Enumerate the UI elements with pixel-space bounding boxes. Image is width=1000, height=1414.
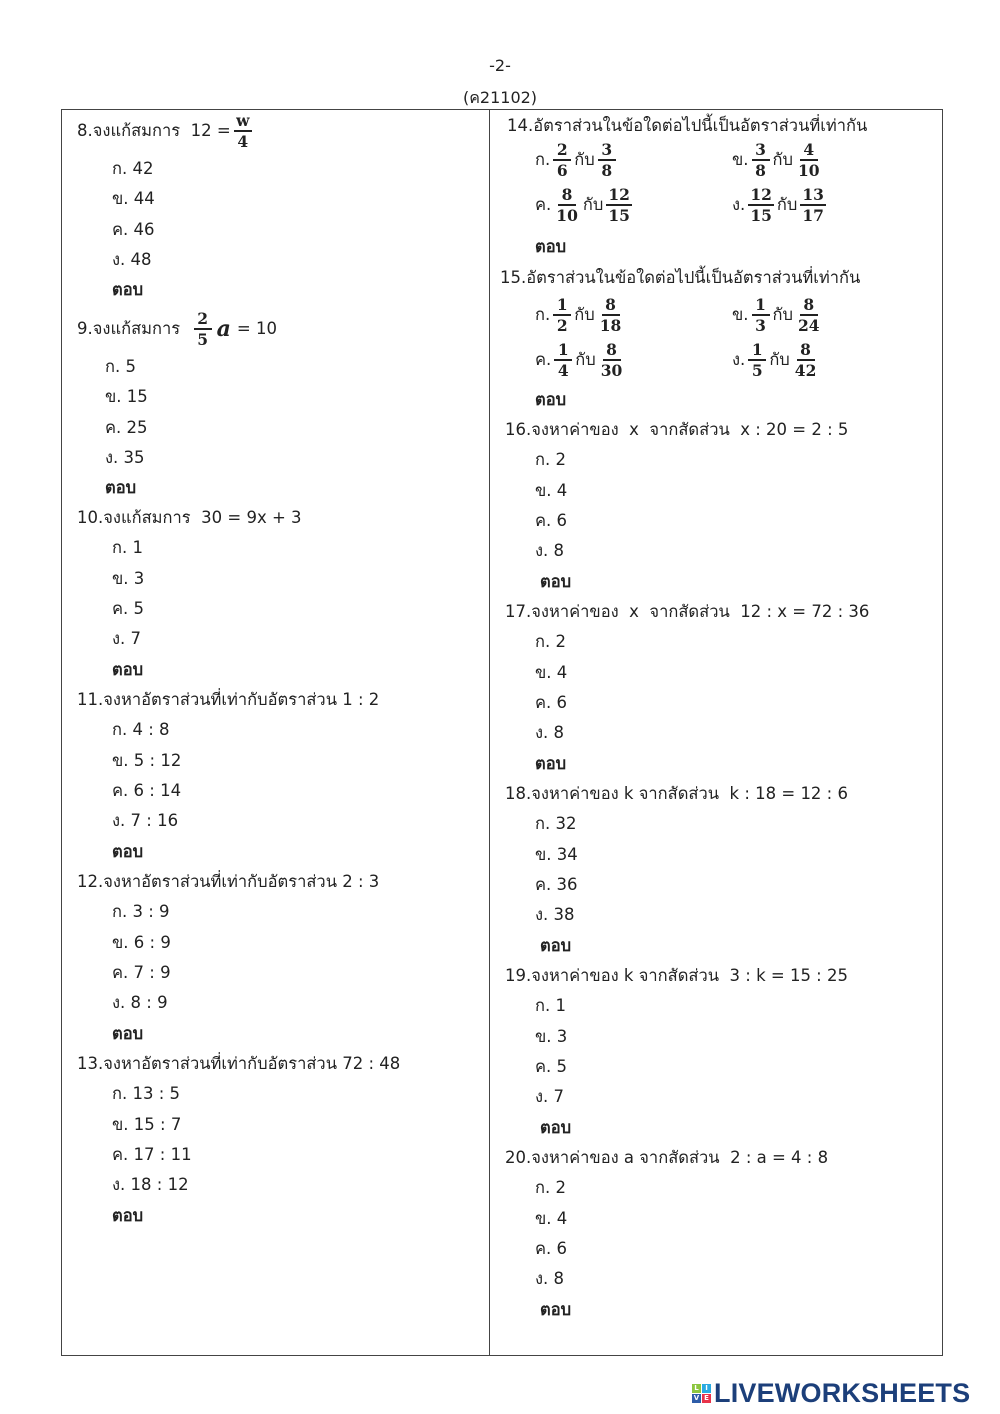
- question-text: [505, 965, 848, 987]
- denominator: 24: [798, 316, 820, 335]
- question-stem: จงหาอัตราส่วนที่เท่ากับอัตราส่วน 2 : 3: [103, 872, 380, 891]
- numerator: 2: [553, 140, 571, 161]
- denominator: 8: [601, 161, 613, 180]
- denominator: 2: [556, 316, 568, 335]
- numerator: 3: [752, 140, 770, 161]
- answer-option[interactable]: [535, 1208, 567, 1230]
- answer-text: ตอบ: [112, 1023, 144, 1043]
- option-text: ง. 35: [105, 447, 145, 467]
- fraction: [554, 340, 572, 380]
- question-stem: จงหาค่าของ x จากสัดส่วน x : 20 = 2 : 5: [531, 420, 849, 439]
- liveworksheets-logo: [692, 1378, 970, 1409]
- answer-option[interactable]: [535, 904, 575, 926]
- fraction: [752, 295, 770, 335]
- answer-label: [540, 935, 571, 957]
- answer-option[interactable]: [535, 722, 564, 744]
- question-stem: อัตราส่วนในข้อใดต่อไปนี้เป็นอัตราส่วนที่เท่ากัน: [526, 268, 861, 287]
- option-text: ก. 2: [535, 450, 566, 470]
- denominator: 3: [755, 316, 766, 335]
- answer-option[interactable]: [732, 185, 829, 225]
- answer-label: [540, 571, 571, 593]
- logo-tile: I: [702, 1384, 711, 1393]
- option-text: ง. 7: [112, 629, 142, 649]
- option-text: ข. 44: [112, 189, 155, 209]
- answer-option[interactable]: [535, 995, 566, 1017]
- answer-option[interactable]: [535, 140, 619, 180]
- numerator: 8: [558, 185, 576, 206]
- option-text: ก. 1: [535, 996, 566, 1016]
- numerator: 3: [598, 140, 616, 161]
- denominator: 5: [751, 361, 763, 380]
- option-text: ข. 6 : 9: [112, 932, 171, 952]
- question-text: [507, 115, 867, 137]
- option-text: ก. 2: [535, 632, 566, 652]
- answer-option[interactable]: [112, 628, 141, 650]
- option-text: ก. 32: [535, 814, 577, 834]
- page-number: -2-: [489, 56, 511, 75]
- denominator: 6: [556, 161, 568, 180]
- option-text: ง. 38: [535, 905, 575, 925]
- option-text: ค. 6: [535, 692, 568, 712]
- question-stem: จงหาค่าของ a จากสัดส่วน 2 : a = 4 : 8: [531, 1148, 829, 1167]
- answer-option[interactable]: [112, 568, 144, 590]
- answer-option[interactable]: [535, 844, 578, 866]
- question-stem: จงหาค่าของ x จากสัดส่วน 12 : x = 72 : 36: [531, 602, 870, 621]
- answer-option[interactable]: [535, 874, 578, 896]
- answer-label: [112, 659, 143, 681]
- question-number: 14.: [507, 116, 534, 135]
- denominator: 8: [755, 161, 766, 180]
- answer-option[interactable]: [112, 1114, 181, 1136]
- question-number: 19.: [505, 966, 532, 985]
- fraction: [599, 340, 625, 380]
- option-text: ค. 25: [105, 417, 148, 437]
- question-number: 13.: [77, 1054, 104, 1073]
- answer-option[interactable]: [535, 1086, 564, 1108]
- answer-option[interactable]: [535, 480, 567, 502]
- joiner-text: กับ: [574, 305, 595, 324]
- option-label: ค.: [535, 195, 552, 214]
- question-text: [77, 507, 302, 529]
- numerator: 8: [602, 295, 620, 316]
- question-number: 15.: [500, 268, 527, 287]
- fraction: [553, 140, 571, 180]
- question-stem: จงแก้สมการ: [92, 319, 191, 338]
- logo-tile: V: [693, 1394, 700, 1402]
- answer-option[interactable]: [535, 449, 566, 471]
- question-text: [77, 1053, 400, 1075]
- joiner-text: กับ: [769, 350, 790, 369]
- answer-text: ตอบ: [535, 390, 567, 409]
- option-text: ค. 6 : 14: [112, 780, 182, 800]
- answer-option[interactable]: [105, 417, 148, 439]
- fraction: [234, 111, 252, 151]
- logo-tiles-icon: [692, 1384, 711, 1403]
- denominator: 42: [794, 361, 817, 380]
- joiner-text: กับ: [582, 195, 604, 214]
- question-text: [505, 419, 848, 441]
- question-number: 9.: [77, 319, 93, 338]
- question-stem: จงหาอัตราส่วนที่เท่ากับอัตราส่วน 72 : 48: [103, 1054, 401, 1073]
- answer-option[interactable]: [535, 692, 567, 714]
- fraction: [800, 185, 826, 225]
- numerator: w: [234, 111, 252, 132]
- option-text: ง. 8 : 9: [112, 993, 168, 1013]
- question-text: [505, 1147, 828, 1169]
- question-text: [500, 267, 860, 289]
- answer-option[interactable]: [535, 813, 576, 835]
- answer-option[interactable]: [535, 185, 635, 225]
- question-number: 8.: [77, 121, 93, 140]
- denominator: 18: [599, 316, 622, 335]
- option-text: ข. 5 : 12: [112, 750, 182, 770]
- denominator: 5: [197, 330, 209, 349]
- answer-option[interactable]: [112, 780, 181, 802]
- answer-option[interactable]: [112, 537, 143, 559]
- answer-label: [535, 236, 566, 258]
- question-after: = 10: [236, 319, 277, 338]
- numerator: 2: [194, 309, 212, 330]
- option-text: ง. 7 : 16: [112, 811, 179, 831]
- answer-option[interactable]: [112, 158, 153, 180]
- answer-option[interactable]: [535, 340, 627, 380]
- denominator: 4: [557, 361, 569, 380]
- answer-option[interactable]: [535, 295, 626, 335]
- fraction: [796, 140, 822, 180]
- option-text: ค. 7 : 9: [112, 962, 171, 982]
- answer-option[interactable]: [535, 540, 564, 562]
- option-text: ง. 8: [535, 1269, 565, 1289]
- option-text: ค. 6: [535, 1238, 568, 1258]
- answer-label: [105, 477, 136, 499]
- option-text: ข. 3: [535, 1026, 568, 1046]
- answer-text: ตอบ: [105, 478, 137, 498]
- fraction: [598, 295, 624, 335]
- logo-text: LIVEWORKSHEETS: [714, 1378, 971, 1408]
- answer-option[interactable]: [535, 1026, 567, 1048]
- option-text: ก. 13 : 5: [112, 1084, 181, 1104]
- numerator: 13: [802, 185, 824, 204]
- denominator: 30: [600, 361, 623, 380]
- answer-option[interactable]: [535, 1056, 567, 1078]
- option-label: ข.: [732, 150, 749, 169]
- fraction: [606, 185, 632, 225]
- joiner-text: กับ: [574, 150, 595, 169]
- numerator: 12: [608, 185, 630, 204]
- joiner-text: กับ: [776, 195, 798, 214]
- answer-option[interactable]: [535, 1177, 566, 1199]
- answer-option[interactable]: [732, 295, 825, 335]
- answer-option[interactable]: [112, 932, 171, 954]
- option-text: ค. 6: [535, 510, 568, 530]
- question-number: 20.: [505, 1148, 532, 1167]
- option-text: ข. 4: [535, 1208, 568, 1228]
- question-number: 18.: [505, 784, 532, 803]
- question-stem: จงหาค่าของ k จากสัดส่วน k : 18 = 12 : 6: [531, 784, 848, 803]
- answer-option[interactable]: [105, 447, 145, 469]
- denominator: 10: [556, 206, 578, 225]
- option-text: ง. 18 : 12: [112, 1175, 189, 1195]
- option-label: ค.: [535, 350, 552, 369]
- answer-option[interactable]: [112, 1083, 180, 1105]
- option-text: ก. 3 : 9: [112, 902, 170, 922]
- fraction: [748, 340, 766, 380]
- answer-option[interactable]: [112, 219, 155, 241]
- answer-option[interactable]: [112, 719, 170, 741]
- answer-text: ตอบ: [540, 935, 572, 955]
- fraction: [553, 295, 571, 335]
- answer-option[interactable]: [112, 750, 181, 772]
- option-text: ค. 36: [535, 874, 578, 894]
- subject-code: (ค21102): [462, 88, 538, 107]
- numerator: 1: [752, 295, 770, 316]
- answer-option[interactable]: [732, 340, 821, 380]
- option-text: ก. 42: [112, 159, 154, 178]
- question-text: [77, 871, 379, 893]
- question-number: 16.: [505, 420, 532, 439]
- numerator: 8: [800, 295, 818, 316]
- answer-option[interactable]: [112, 188, 155, 210]
- question-number: 17.: [505, 602, 532, 621]
- numerator: 8: [603, 340, 621, 361]
- denominator: 15: [750, 206, 772, 225]
- numerator: 12: [750, 185, 772, 204]
- answer-label: [535, 753, 566, 775]
- answer-option[interactable]: [112, 992, 168, 1014]
- option-text: ข. 15 : 7: [112, 1114, 182, 1134]
- numerator: 1: [748, 340, 766, 361]
- answer-option[interactable]: [112, 249, 152, 271]
- answer-text: ตอบ: [112, 280, 144, 300]
- option-text: ค. 17 : 11: [112, 1144, 192, 1164]
- fraction: [598, 140, 616, 180]
- answer-text: ตอบ: [535, 237, 567, 256]
- option-text: ง. 48: [112, 249, 152, 269]
- denominator: 4: [237, 132, 249, 151]
- answer-option[interactable]: [535, 1268, 564, 1290]
- question-text: [77, 689, 379, 711]
- answer-option[interactable]: [112, 962, 171, 984]
- joiner-text: กับ: [575, 350, 596, 369]
- answer-label: [540, 1299, 571, 1321]
- option-text: ก. 1: [112, 538, 143, 558]
- question-stem: จงแก้สมการ 12 =: [92, 121, 231, 140]
- option-text: ก. 5: [105, 357, 136, 376]
- question-text: [505, 783, 848, 805]
- option-text: ข. 15: [105, 387, 148, 407]
- question-number: 12.: [77, 872, 104, 891]
- logo-tile: E: [702, 1394, 711, 1403]
- option-label: ก.: [535, 305, 551, 324]
- fraction: [796, 295, 822, 335]
- option-text: ข. 34: [535, 844, 578, 864]
- question-text: [77, 111, 255, 151]
- option-label: ข.: [732, 305, 749, 324]
- option-text: ง. 7: [535, 1087, 565, 1107]
- answer-option[interactable]: [112, 1144, 192, 1166]
- question-stem: อัตราส่วนในข้อใดต่อไปนี้เป็นอัตราส่วนที่เท่ากัน: [533, 116, 868, 135]
- option-text: ง. 8: [535, 541, 565, 561]
- answer-label: [112, 841, 143, 863]
- denominator: 10: [798, 161, 820, 180]
- answer-option[interactable]: [535, 1238, 567, 1260]
- answer-option[interactable]: [112, 1174, 189, 1196]
- numerator: 1: [553, 295, 571, 316]
- answer-label: [112, 279, 143, 301]
- option-text: ก. 2: [535, 1178, 566, 1198]
- answer-text: ตอบ: [112, 659, 144, 679]
- question-number: 10.: [77, 508, 104, 527]
- option-label: ง.: [732, 350, 746, 369]
- question-stem: จงแก้สมการ 30 = 9x + 3: [103, 508, 302, 527]
- numerator: 8: [797, 340, 815, 361]
- answer-option[interactable]: [535, 662, 567, 684]
- answer-text: ตอบ: [540, 1299, 572, 1319]
- answer-option[interactable]: [112, 901, 170, 923]
- denominator: 17: [802, 206, 824, 225]
- fraction: [793, 340, 819, 380]
- answer-text: ตอบ: [540, 1117, 572, 1137]
- answer-option[interactable]: [105, 356, 136, 378]
- answer-text: ตอบ: [535, 753, 567, 773]
- variable: a: [216, 316, 231, 342]
- fraction: [194, 309, 212, 349]
- answer-text: ตอบ: [112, 841, 144, 861]
- question-number: 11.: [77, 690, 104, 709]
- joiner-text: กับ: [772, 150, 793, 169]
- joiner-text: กับ: [772, 305, 793, 324]
- option-text: ข. 4: [535, 662, 568, 682]
- option-text: ง. 8: [535, 723, 565, 743]
- numerator: 1: [554, 340, 572, 361]
- option-text: ก. 4 : 8: [112, 720, 170, 740]
- numerator: 4: [800, 140, 818, 161]
- answer-text: ตอบ: [112, 1205, 144, 1225]
- fraction: [554, 185, 580, 225]
- option-label: ก.: [535, 150, 551, 169]
- answer-label: [112, 1023, 143, 1045]
- question-text: [77, 309, 277, 349]
- question-text: [505, 601, 869, 623]
- answer-option[interactable]: [535, 631, 566, 653]
- option-text: ค. 5: [112, 598, 145, 618]
- option-text: ข. 4: [535, 480, 568, 500]
- answer-option[interactable]: [535, 510, 567, 532]
- answer-option[interactable]: [732, 140, 825, 180]
- answer-option[interactable]: [105, 386, 148, 408]
- column-divider: [489, 109, 490, 1355]
- fraction: [748, 185, 774, 225]
- answer-option[interactable]: [112, 598, 144, 620]
- answer-label: [540, 1117, 571, 1139]
- option-text: ค. 5: [535, 1056, 568, 1076]
- answer-label: [112, 1205, 143, 1227]
- logo-tile: L: [692, 1384, 701, 1393]
- question-stem: จงหาอัตราส่วนที่เท่ากับอัตราส่วน 1 : 2: [103, 690, 380, 709]
- denominator: 15: [608, 206, 630, 225]
- question-stem: จงหาค่าของ k จากสัดส่วน 3 : k = 15 : 25: [531, 966, 848, 985]
- option-text: ค. 46: [112, 219, 155, 239]
- answer-label: [535, 389, 566, 411]
- answer-option[interactable]: [112, 810, 178, 832]
- fraction: [752, 140, 770, 180]
- answer-text: ตอบ: [540, 571, 572, 591]
- option-label: ง.: [732, 195, 746, 214]
- option-text: ข. 3: [112, 568, 145, 588]
